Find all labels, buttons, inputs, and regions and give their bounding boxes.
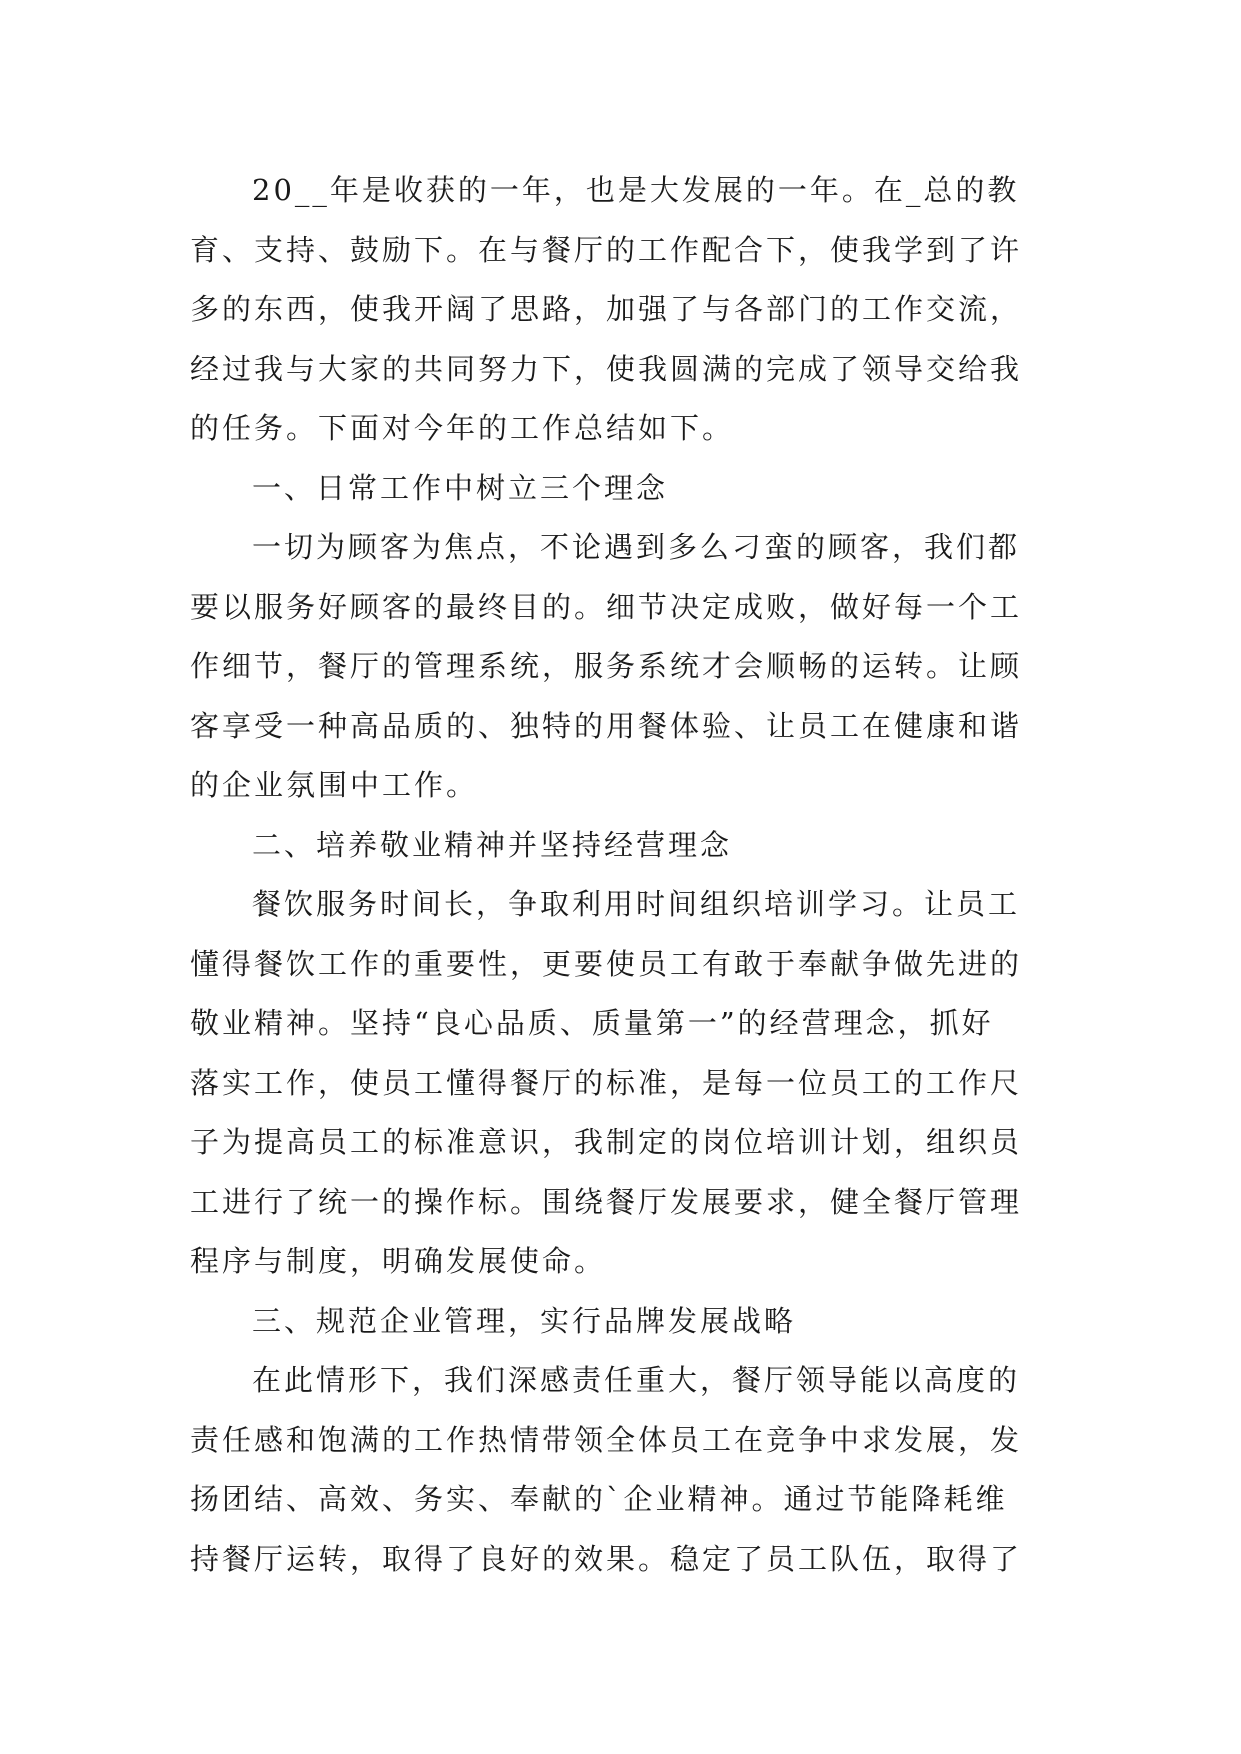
paragraph-1-line-1: 一切为顾客为焦点，不论遇到多么刁蛮的顾客，我们都 <box>252 530 1021 564</box>
paragraph-2-line-1: 餐饮服务时间长，争取利用时间组织培训学习。让员工 <box>252 887 1021 921</box>
paragraph-2-line-4: 落实工作，使员工懂得餐厅的标准，是每一位员工的工作尺 <box>190 1065 1023 1100</box>
paragraph-2-line-6: 工进行了统一的操作标。围绕餐厅发展要求，健全餐厅管理 <box>190 1184 1023 1219</box>
paragraph-intro-line-5: 的任务。下面对今年的工作总结如下。 <box>190 411 735 445</box>
paragraph-1-line-4: 客享受一种高品质的、独特的用餐体验、让员工在健康和谐 <box>190 708 1023 743</box>
paragraph-intro-line-1: 20__年是收获的一年，也是大发展的一年。在_总的教 <box>252 173 1020 207</box>
paragraph-3-line-3: 扬团结、高效、务实、奉献的`企业精神。通过节能降耗维 <box>190 1482 1008 1516</box>
paragraph-3-line-2: 责任感和饱满的工作热情带领全体员工在竞争中求发展，发 <box>190 1422 1023 1457</box>
paragraph-2-line-2: 懂得餐饮工作的重要性，更要使员工有敢于奉献争做先进的 <box>190 946 1023 981</box>
paragraph-1-line-5: 的企业氛围中工作。 <box>190 768 479 802</box>
paragraph-3-line-4: 持餐厅运转，取得了良好的效果。稳定了员工队伍，取得了 <box>190 1541 1023 1576</box>
paragraph-2-line-5: 子为提高员工的标准意识，我制定的岗位培训计划，组织员 <box>190 1125 1023 1159</box>
paragraph-intro-line-4: 经过我与大家的共同努力下，使我圆满的完成了领导交给我 <box>190 351 1023 386</box>
paragraph-intro-line-2: 育、支持、鼓励下。在与餐厅的工作配合下，使我学到了许 <box>190 232 1023 267</box>
paragraph-1-line-3: 作细节，餐厅的管理系统，服务系统才会顺畅的运转。让顾 <box>190 649 1023 683</box>
section-heading-2: 二、培养敬业精神并坚持经营理念 <box>252 827 733 862</box>
document-body <box>190 161 1050 1589</box>
paragraph-2-line-3: 敬业精神。坚持“良心品质、质量第一”的经营理念，抓好 <box>190 1006 994 1040</box>
section-heading-1: 一、日常工作中树立三个理念 <box>252 470 669 505</box>
section-heading-3: 三、规范企业管理，实行品牌发展战略 <box>252 1303 797 1338</box>
paragraph-2-line-7: 程序与制度，明确发展使命。 <box>190 1244 607 1278</box>
paragraph-3-line-1: 在此情形下，我们深感责任重大，餐厅领导能以高度的 <box>252 1363 1021 1397</box>
paragraph-1-line-2: 要以服务好顾客的最终目的。细节决定成败，做好每一个工 <box>190 589 1023 624</box>
paragraph-intro-line-3: 多的东西，使我开阔了思路，加强了与各部门的工作交流， <box>190 292 1023 326</box>
